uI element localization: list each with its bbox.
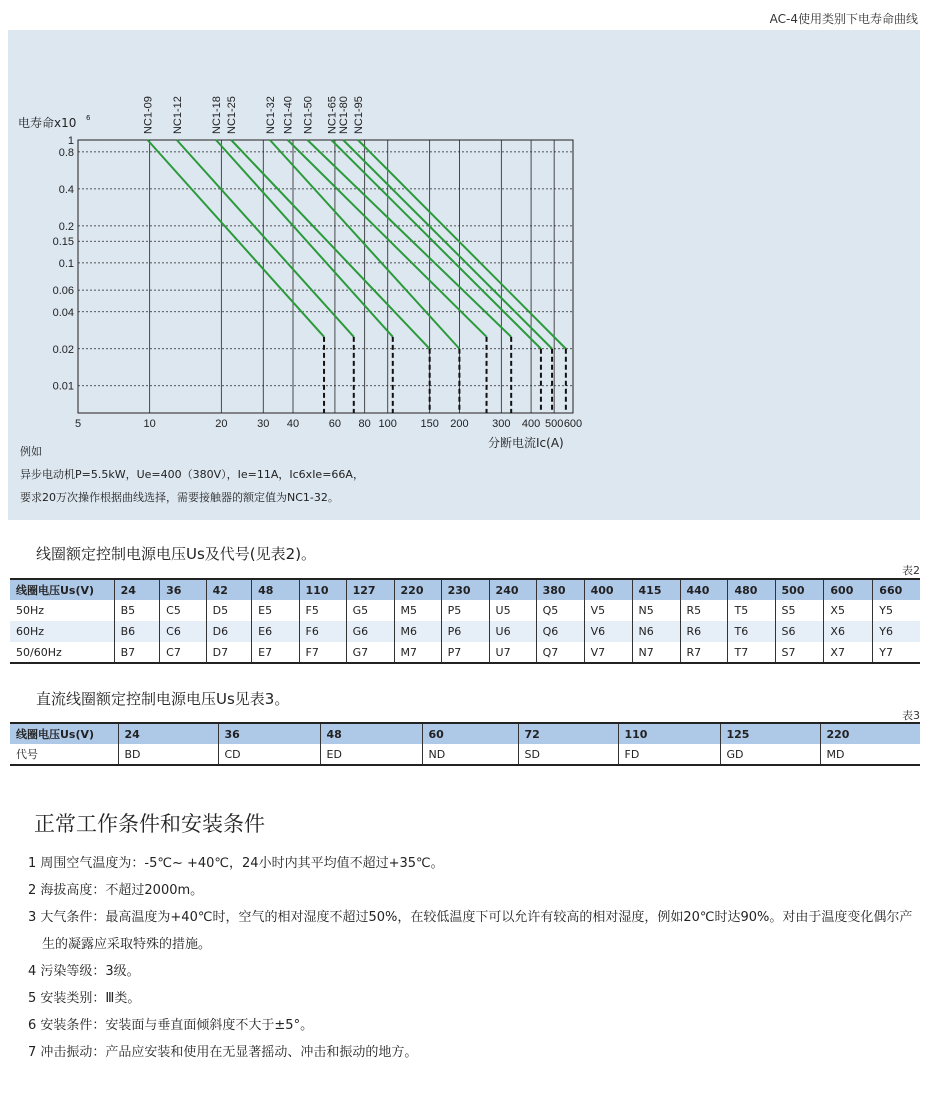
series-label: NC1-32 (264, 96, 277, 134)
table-header-cell: 480 (728, 579, 775, 600)
table-cell: N7 (632, 642, 680, 663)
table-cell: Q5 (536, 600, 584, 621)
table-cell: 60Hz (10, 621, 114, 642)
table-cell: BD (118, 744, 218, 765)
table-cell: R5 (680, 600, 728, 621)
table-cell: U6 (489, 621, 536, 642)
series-line (216, 140, 393, 337)
table-cell: P6 (441, 621, 489, 642)
table-row (10, 621, 920, 642)
table-cell: C6 (160, 621, 206, 642)
x-tick-label: 10 (143, 418, 156, 430)
table-cell: M6 (394, 621, 441, 642)
x-axis-label: 分断电流Ic(A) (488, 436, 564, 450)
table-cell: U7 (489, 642, 536, 663)
y-tick-label: 0.02 (52, 343, 74, 356)
series-label: NC1-09 (142, 96, 155, 134)
x-tick-label: 150 (420, 418, 439, 430)
table-cell: S7 (775, 642, 824, 663)
series-line (307, 140, 511, 337)
table-header-cell: 36 (160, 579, 206, 600)
table-row (10, 600, 920, 621)
table-header-cell: 660 (873, 579, 920, 600)
table-cell: X7 (824, 642, 873, 663)
y-tick-label: 0.1 (58, 257, 74, 270)
table-cell: M5 (394, 600, 441, 621)
condition-item: 2 海拔高度：不超过2000m。 (28, 883, 204, 898)
table-cell: 50/60Hz (10, 642, 114, 663)
table-cell: V7 (584, 642, 632, 663)
table3-title: 直流线圈额定控制电源电压Us见表3。 (36, 690, 290, 708)
table-cell: G7 (346, 642, 394, 663)
table-cell: B7 (114, 642, 160, 663)
table-cell: R6 (680, 621, 728, 642)
table-cell: N5 (632, 600, 680, 621)
table-cell: D5 (206, 600, 252, 621)
y-tick-label: 0.04 (52, 306, 74, 319)
table-cell: B6 (114, 621, 160, 642)
table-header-cell: 440 (680, 579, 728, 600)
series-line (331, 140, 541, 349)
table2-title: 线圈额定控制电源电压Us及代号(见表2)。 (36, 545, 317, 563)
table-header-cell: 60 (422, 723, 518, 744)
table-cell: 代号 (10, 744, 118, 765)
table-header-row (10, 723, 920, 744)
table-cell: X6 (824, 621, 873, 642)
table-cell: Y5 (873, 600, 920, 621)
table-cell: E5 (252, 600, 299, 621)
condition-item: 7 冲击振动：产品应安装和使用在无显著摇动、冲击和振动的地方。 (28, 1045, 418, 1060)
table-cell: ND (422, 744, 518, 765)
y-tick-label: 0.8 (58, 146, 74, 159)
x-tick-label: 300 (492, 418, 511, 430)
x-tick-label: 80 (358, 418, 371, 430)
table-header-cell: 600 (824, 579, 873, 600)
table-cell: MD (820, 744, 920, 765)
table-header-cell: 48 (252, 579, 299, 600)
table-cell: P5 (441, 600, 489, 621)
table-cell: N6 (632, 621, 680, 642)
table-header-row (10, 579, 920, 600)
table-row (10, 744, 920, 765)
table-cell: F7 (299, 642, 346, 663)
table-cell: B5 (114, 600, 160, 621)
table-cell: P7 (441, 642, 489, 663)
table-row (10, 642, 920, 663)
series-label: NC1-12 (171, 96, 184, 134)
x-tick-label: 30 (257, 418, 270, 430)
series-label: NC1-18 (211, 96, 224, 134)
table-cell: ED (320, 744, 422, 765)
table-cell: V5 (584, 600, 632, 621)
chart-panel (8, 30, 920, 520)
table-cell: E6 (252, 621, 299, 642)
y-tick-label: 0.4 (58, 183, 74, 196)
x-tick-label: 100 (378, 418, 397, 430)
table-cell: R7 (680, 642, 728, 663)
table-cell: M7 (394, 642, 441, 663)
table-cell: D6 (206, 621, 252, 642)
table-header-cell: 380 (536, 579, 584, 600)
x-tick-label: 500 (544, 418, 564, 430)
table-cell: S5 (775, 600, 824, 621)
x-tick-label: 20 (215, 418, 228, 430)
example-line-2: 要求20万次操作根据曲线选择，需要接触器的额定值为NC1-32。 (20, 491, 339, 504)
table-cell: G5 (346, 600, 394, 621)
table-cell: F6 (299, 621, 346, 642)
table-header-cell: 36 (218, 723, 320, 744)
example-block (20, 440, 364, 509)
example-title: 例如 (20, 445, 42, 458)
table-cell: U5 (489, 600, 536, 621)
x-tick-label: 40 (286, 418, 300, 430)
x-tick-label: 60 (328, 418, 342, 430)
table-header-cell: 24 (114, 579, 160, 600)
table-cell: E7 (252, 642, 299, 663)
series-line (231, 140, 429, 349)
table-cell: C7 (160, 642, 206, 663)
condition-item: 4 污染等级：3级。 (28, 964, 140, 979)
table-header-cell: 42 (206, 579, 252, 600)
y-tick-label: 0.15 (52, 236, 74, 249)
series-label: NC1-50 (302, 96, 315, 134)
y-axis-label: 电寿命x10 (18, 116, 77, 130)
table-cell: V6 (584, 621, 632, 642)
conditions-list (28, 850, 918, 1066)
table-header-cell: 线圈电压Us(V) (10, 723, 118, 744)
table-header-cell: 415 (632, 579, 680, 600)
series-label: NC1-65 (326, 96, 339, 134)
series-line (177, 140, 354, 337)
table-header-cell: 127 (346, 579, 394, 600)
x-tick-label: 5 (74, 418, 82, 430)
table-cell: Q6 (536, 621, 584, 642)
condition-item: 3 大气条件：最高温度为+40℃时，空气的相对湿度不超过50%，在较低温度下可以允许有较高的相对湿度，例如20℃时达90%。对由于温度变化偶尔产生的凝露应采取特殊的措施。 (28, 910, 913, 952)
x-tick-label: 200 (450, 418, 469, 430)
table-cell: T7 (728, 642, 775, 663)
table-header-cell: 230 (441, 579, 489, 600)
table-cell: T5 (728, 600, 775, 621)
x-tick-label: 400 (521, 418, 541, 430)
table-cell: G6 (346, 621, 394, 642)
table-cell: GD (720, 744, 820, 765)
ac-coil-voltage-table (10, 578, 920, 664)
table-header-cell: 220 (394, 579, 441, 600)
table-cell: F5 (299, 600, 346, 621)
table-header-cell: 48 (320, 723, 422, 744)
series-label: NC1-25 (226, 96, 239, 134)
table-cell: Q7 (536, 642, 584, 663)
plot-frame (78, 140, 573, 413)
condition-item: 1 周围空气温度为：-5℃~ +40℃，24小时内其平均值不超过+35℃。 (28, 856, 444, 871)
table-cell: X5 (824, 600, 873, 621)
series-label: NC1-95 (352, 96, 365, 134)
page-caption: AC-4使用类别下电寿命曲线 (769, 12, 918, 26)
table-header-cell: 220 (820, 723, 920, 744)
y-tick-label: 0.06 (52, 285, 74, 298)
example-line-1: 异步电动机P=5.5kW，Ue=400（380V），Ie=11A，Ic6xIe=66A， (20, 468, 364, 481)
series-label: NC1-40 (282, 96, 295, 134)
table-cell: FD (618, 744, 720, 765)
table-cell: SD (518, 744, 618, 765)
series-line (358, 140, 566, 349)
condition-item: 6 安装条件：安装面与垂直面倾斜度不大于±5°。 (28, 1018, 314, 1033)
table-header-cell: 72 (518, 723, 618, 744)
condition-item: 5 安装类别：Ⅲ类。 (28, 991, 141, 1006)
table-cell: Y6 (873, 621, 920, 642)
x-tick-label: 600 (563, 418, 583, 430)
y-tick-label: 1 (67, 135, 74, 147)
table-cell: D7 (206, 642, 252, 663)
conditions-title: 正常工作条件和安装条件 (34, 812, 265, 836)
table-header-cell: 线圈电压Us(V) (10, 579, 114, 600)
table2-tag: 表2 (902, 564, 920, 577)
table-cell: 50Hz (16, 604, 45, 617)
y-tick-label: 0.2 (58, 220, 74, 233)
table-cell: C5 (160, 600, 206, 621)
table-cell: Y7 (873, 642, 920, 663)
table3-tag: 表3 (902, 709, 920, 722)
table-header-cell: 110 (618, 723, 720, 744)
table-header-cell: 400 (584, 579, 632, 600)
y-axis-label-exponent: 6 (86, 114, 91, 122)
table-cell: S6 (775, 621, 824, 642)
table-header-cell: 24 (118, 723, 218, 744)
y-tick-label: 0.01 (52, 380, 74, 393)
table-cell: CD (218, 744, 320, 765)
table-header-cell: 125 (720, 723, 820, 744)
series-label: NC1-80 (338, 96, 351, 134)
table-header-cell: 110 (299, 579, 346, 600)
table-header-cell: 240 (489, 579, 536, 600)
table-cell: T6 (728, 621, 775, 642)
table-header-cell: 500 (775, 579, 824, 600)
dc-coil-voltage-table (10, 722, 920, 766)
